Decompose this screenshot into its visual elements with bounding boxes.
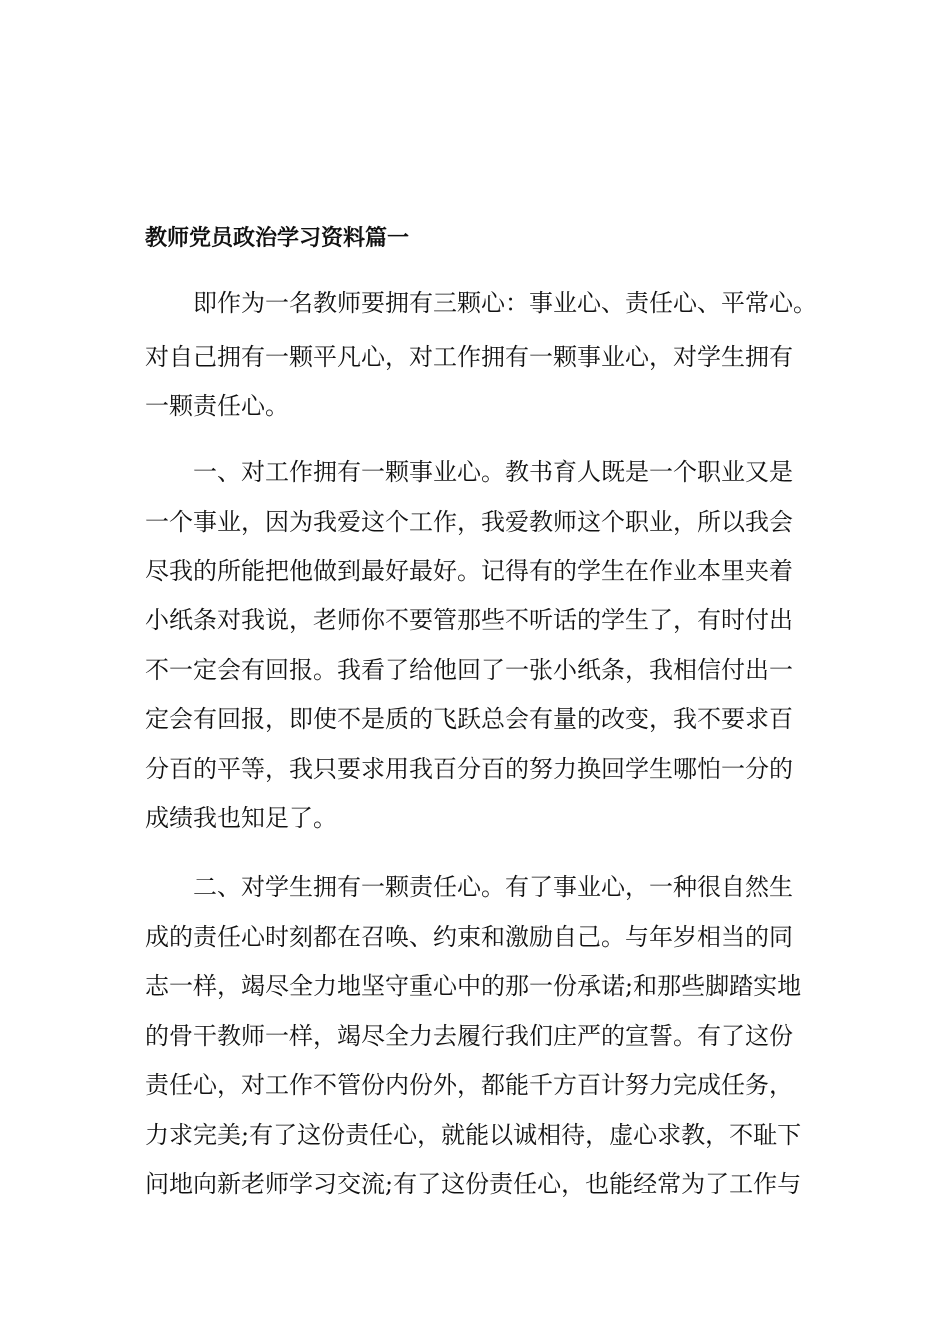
paragraph-line: 尽我的所能把他做到最好最好。记得有的学生在作业本里夹着 — [145, 557, 793, 585]
paragraph-line: 力求完美;有了这份责任心，就能以诚相待，虚心求教，不耻下 — [145, 1121, 802, 1149]
paragraph-line: 二、对学生拥有一颗责任心。有了事业心，一种很自然生 — [193, 873, 793, 901]
paragraph-line: 问地向新老师学习交流;有了这份责任心，也能经常为了工作与 — [145, 1170, 802, 1198]
paragraph-line: 的骨干教师一样，竭尽全力去履行我们庄严的宣誓。有了这份 — [145, 1022, 793, 1050]
paragraph-line: 一、对工作拥有一颗事业心。教书育人既是一个职业又是 — [193, 458, 793, 486]
paragraph-line: 成的责任心时刻都在召唤、约束和激励自己。与年岁相当的同 — [145, 923, 793, 951]
paragraph-line: 即作为一名教师要拥有三颗心：事业心、责任心、平常心。 — [193, 289, 817, 317]
paragraph-line: 对自己拥有一颗平凡心，对工作拥有一颗事业心，对学生拥有 — [145, 343, 793, 371]
paragraph-line: 小纸条对我说，老师你不要管那些不听话的学生了，有时付出 — [145, 606, 793, 634]
paragraph-line: 定会有回报，即使不是质的飞跃总会有量的改变，我不要求百 — [145, 705, 793, 733]
paragraph-line: 一颗责任心。 — [145, 392, 289, 420]
paragraph-line: 责任心，对工作不管份内份外，都能千方百计努力完成任务， — [145, 1071, 793, 1099]
paragraph-line: 成绩我也知足了。 — [145, 804, 337, 832]
document-title: 教师党员政治学习资料篇一 — [145, 225, 410, 251]
paragraph-line: 一个事业，因为我爱这个工作，我爱教师这个职业，所以我会 — [145, 508, 793, 536]
paragraph-line: 分百的平等，我只要求用我百分百的努力换回学生哪怕一分的 — [145, 755, 793, 783]
paragraph-line: 志一样，竭尽全力地坚守重心中的那一份承诺;和那些脚踏实地 — [145, 972, 802, 1000]
paragraph-line: 不一定会有回报。我看了给他回了一张小纸条，我相信付出一 — [145, 656, 793, 684]
